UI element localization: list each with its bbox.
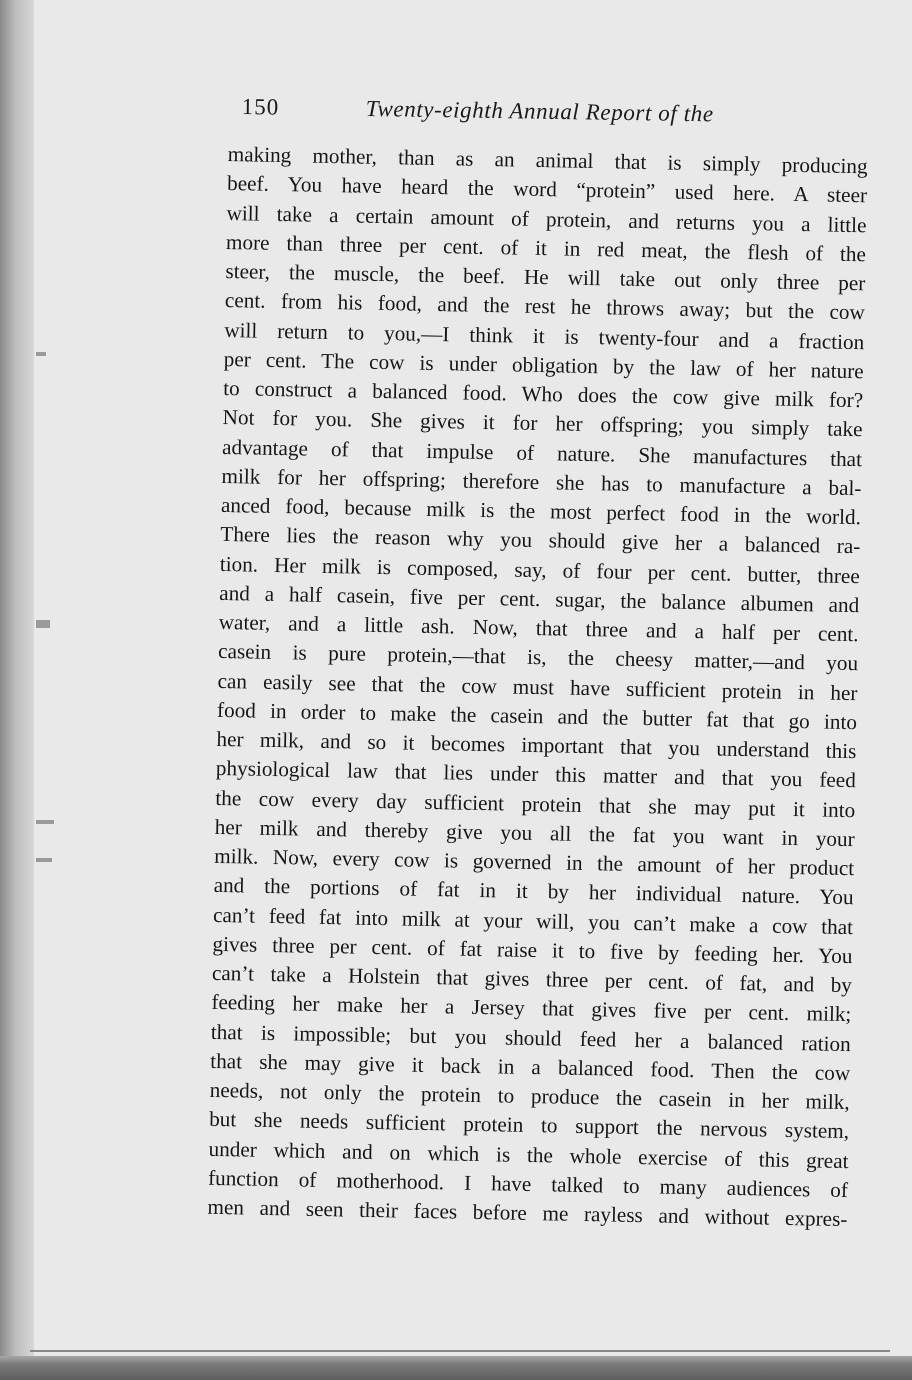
running-title: Twenty-eighth Annual Report of the: [365, 95, 714, 127]
text-line: advantage of that impulse of nature. She manufactures that: [221, 434, 863, 471]
text-line: will take a certain amount of protein, and returns you a little: [226, 200, 867, 237]
text-line: her milk, and so it becomes important that you understand this: [216, 726, 857, 764]
gutter-smudge: [36, 620, 50, 628]
text-line: anced food, because milk is the most perfect food in the world.: [220, 492, 862, 530]
text-line: water, and a little ash. Now, that three and a half per cent.: [218, 609, 859, 647]
text-line: can’t feed fat into milk at your will, you can’t make a cow that: [212, 902, 854, 939]
page-header: [241, 94, 762, 142]
text-line: men and seen their faces before me rayless and without expres-: [207, 1194, 848, 1232]
text-line: can easily see that the cow must have sufficient protein in her: [217, 668, 858, 705]
text-line: making mother, than as an animal that is simply producing: [227, 141, 868, 179]
text-line: cent. from his food, and the rest he throws away; but the cow: [224, 288, 866, 325]
text-line: but she needs sufficient protein to support the nervous system,: [208, 1107, 850, 1144]
text-line: function of motherhood. I have talked to many audiences of: [207, 1165, 849, 1202]
page-edge-line: [30, 1350, 890, 1352]
gutter-smudge: [36, 352, 46, 356]
gutter-smudge: [36, 820, 54, 824]
text-line: her milk and thereby give you all the fat you want in your: [214, 814, 855, 851]
text-line: milk. Now, every cow is governed in the amount of her product: [214, 843, 855, 881]
body-paragraph: [207, 140, 868, 1234]
text-line: per cent. The cow is under obligation by the law of her nature: [223, 346, 864, 383]
text-line: to construct a balanced food. Who does the cow give milk for?: [223, 375, 864, 413]
text-line: that is impossible; but you should feed her a balanced ration: [210, 1019, 851, 1056]
text-line: milk for her offspring; therefore she has to manufacture a bal-: [221, 463, 862, 500]
text-line: under which and on which is the whole exercise of this great: [208, 1136, 849, 1173]
text-line: needs, not only the protein to produce the casein in her milk,: [209, 1077, 850, 1115]
page-bottom-edge: [0, 1356, 912, 1380]
page-number: 150: [241, 94, 280, 120]
text-line: tion. Her milk is composed, say, of four per cent. butter, three: [219, 551, 860, 588]
text-line: physiological law that lies under this matter and that you feed: [215, 756, 857, 793]
text-line: Not for you. She gives it for her offspring; you simply take: [222, 405, 863, 442]
text-line: can’t take a Holstein that gives three per cent. of fat, and by: [211, 960, 853, 998]
text-line: that she may give it back in a balanced food. Then the cow: [210, 1048, 851, 1085]
text-line: more than three per cent. of it in red meat, the flesh of the: [225, 229, 867, 267]
text-line: will return to you,—I think it is twenty-four and a fraction: [224, 317, 865, 354]
gutter-smudge: [36, 858, 52, 862]
text-line: and the portions of fat in it by her individual nature. You: [213, 873, 854, 910]
text-line: casein is pure protein,—that is, the cheesy matter,—and you: [217, 639, 859, 676]
page-gutter-shadow: [0, 0, 34, 1380]
text-line: feeding her make her a Jersey that gives five per cent. milk;: [211, 990, 852, 1027]
text-line: and a half casein, five per cent. sugar, the balance albumen and: [219, 580, 860, 617]
text-line: beef. You have heard the word “protein” used here. A steer: [226, 171, 868, 208]
text-line: steer, the muscle, the beef. He will take out only three per: [225, 258, 866, 296]
text-line: the cow every day sufficient protein that she may put it into: [215, 785, 856, 822]
text-line: food in order to make the casein and the butter fat that go into: [216, 697, 858, 734]
text-line: gives three per cent. of fat raise it to five by feeding her. You: [212, 931, 853, 968]
text-line: There lies the reason why you should give her a balanced ra-: [220, 522, 861, 559]
